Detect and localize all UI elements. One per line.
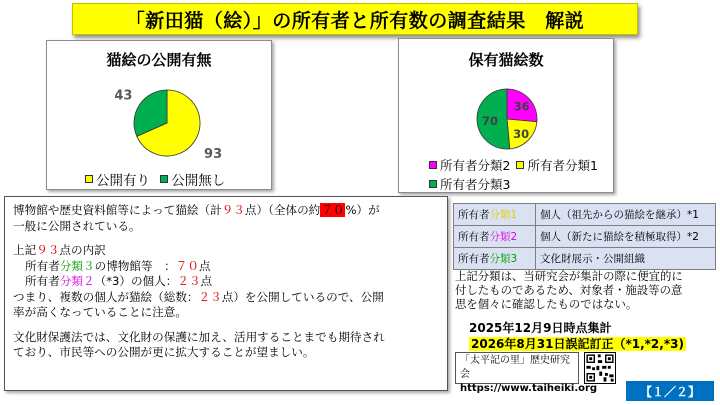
table-cell: 所有者分類3 — [454, 248, 536, 270]
pie-value-label: 36 — [513, 99, 530, 114]
table-row — [454, 248, 716, 270]
explanation-line: 文化財保護法では、文化財の保護に加え、活用することまでも期待され — [13, 329, 385, 344]
table-cell: 個人（新たに猫絵を積極取得）*2 — [536, 226, 716, 248]
explanation-line: ており、市民等への公開が更に拡大することが望ましい。 — [13, 345, 315, 359]
page-title: 「新田猫（絵）」の所有者と所有数の調査結果 解説 — [72, 3, 638, 35]
pie-value-label: 70 — [482, 113, 499, 128]
legend-item — [516, 156, 597, 174]
public-status-chart — [46, 40, 272, 190]
legend-swatch — [429, 161, 437, 169]
legend-item — [429, 175, 510, 193]
table-cell: 個人（祖先からの猫絵を継承）*1 — [536, 204, 716, 226]
explanation-line: 所有者分類３の博物館等 ：７０点 — [25, 258, 211, 273]
legend-label: 所有者分類1 — [527, 158, 598, 173]
legend-swatch — [85, 175, 93, 183]
legend-item — [160, 169, 225, 189]
chart-title: 保有猫絵数 — [468, 51, 544, 69]
legend-item — [85, 169, 150, 189]
table-cell: 文化財展示・公開組織 — [536, 248, 716, 270]
explanation-line: つまり、複数の個人が猫絵（総数：２３点）を公開しているので、公開 — [13, 289, 384, 304]
explanation-line: 一般に公開されている。 — [13, 218, 141, 233]
owned-count-chart — [398, 38, 614, 193]
tally-date: 2025年12月9日時点集計 — [469, 321, 612, 335]
legend-swatch — [160, 175, 168, 183]
explanation-line: 博物館や歴史資料館等によって猫絵（計９３点）（全体の約７０%）が — [13, 203, 380, 217]
legend-swatch — [516, 161, 524, 169]
tally-info — [469, 320, 686, 352]
chart-title: 猫絵の公開有無 — [106, 51, 212, 69]
table-cell: 所有者分類1 — [454, 204, 536, 226]
legend-label: 所有者分類3 — [440, 177, 511, 192]
chart-legend — [429, 156, 604, 194]
explanation-panel — [4, 196, 448, 391]
tally-correction: 2026年8月31日誤記訂正（*1,*2,*3) — [471, 337, 684, 351]
explanation-line: 率が高くなっていることに注意。 — [13, 305, 187, 319]
pie-value-label: 93 — [204, 147, 223, 163]
legend-swatch — [429, 180, 437, 188]
pie-value-label: 30 — [513, 127, 530, 142]
org-url-link[interactable]: https://www.taiheiki.org — [460, 383, 598, 394]
chart-legend — [85, 169, 231, 189]
classification-note: 上記分類は、当研究会が集計の際に便宜的に 付したものであるため、対象者・施設等の意 思を個々に確認したものではない。 — [455, 269, 683, 311]
legend-item — [429, 156, 510, 174]
legend-label: 公開有り — [96, 173, 150, 189]
table-cell: 所有者分類2 — [454, 226, 536, 248]
owner-category-table — [453, 203, 716, 270]
organization-box — [455, 352, 598, 394]
pie-value-label: 43 — [114, 88, 133, 104]
qr-code-icon — [584, 352, 616, 384]
legend-label: 所有者分類2 — [440, 158, 511, 173]
table-row — [454, 226, 716, 248]
page-number-badge: 【１／２】 — [626, 381, 714, 401]
legend-label: 公開無し — [171, 173, 226, 189]
table-row — [454, 204, 716, 226]
org-name: 「太平記の里」歴史研究会 — [460, 355, 570, 380]
explanation-line: 上記９３点の内訳 — [13, 243, 106, 257]
explanation-line: 所有者分類２（*3）の個人：２３点 — [25, 274, 213, 288]
